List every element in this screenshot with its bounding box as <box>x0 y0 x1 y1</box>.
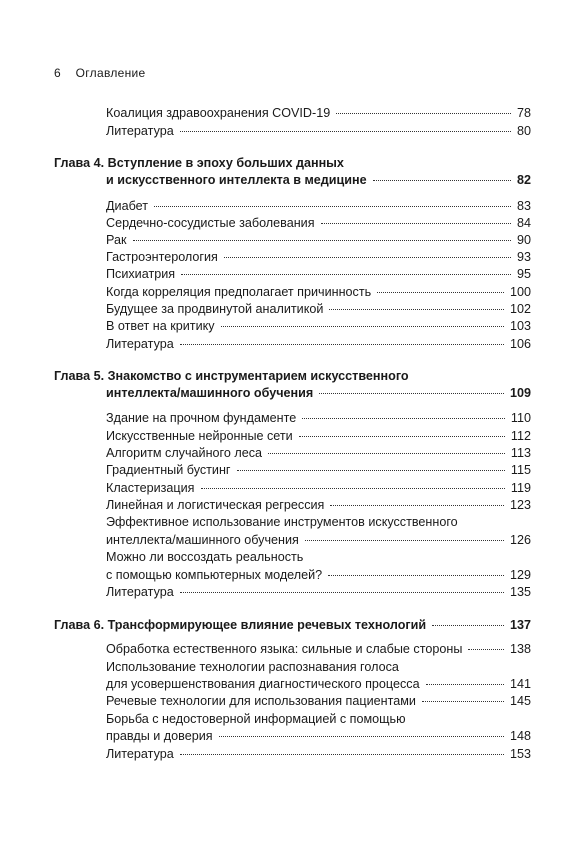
toc-entry-title: Литература <box>106 585 174 599</box>
toc-entry-page: 135 <box>509 585 531 599</box>
chapter-4-heading[interactable] <box>106 172 531 189</box>
toc-entry[interactable] <box>106 249 531 266</box>
toc-entry[interactable] <box>106 336 531 353</box>
dot-leader <box>377 292 504 293</box>
dot-leader <box>299 436 505 437</box>
toc-entry-title: Обработка естественного языка: сильные и слабые стороны <box>106 642 463 656</box>
toc-entry-title-line1[interactable]: Борьба с недостоверной информацией с помощью <box>106 712 406 726</box>
dot-leader <box>373 180 511 181</box>
toc-entry-page: 84 <box>516 216 531 230</box>
chapter-5-title-line2: интеллекта/машинного обучения <box>106 386 314 400</box>
dot-leader <box>180 754 504 755</box>
toc-entry-title-line1[interactable]: Использование технологии распознавания голоса <box>106 660 399 674</box>
toc-entry-page: 145 <box>509 694 531 708</box>
chapter-4-page: 82 <box>516 173 531 187</box>
toc-entry-title: Речевые технологии для использования пациентами <box>106 694 416 708</box>
dot-leader <box>422 701 504 702</box>
toc-entry-title: Коалиция здравоохранения COVID-19 <box>106 106 331 120</box>
toc-entry-page: 102 <box>509 302 531 316</box>
dot-leader <box>180 131 511 132</box>
toc-entry-title: В ответ на критику <box>106 319 215 333</box>
toc-entry[interactable] <box>106 532 531 549</box>
dot-leader <box>181 274 511 275</box>
toc-entry-title: Алгоритм случайного леса <box>106 446 263 460</box>
toc-entry-page: 115 <box>510 463 531 477</box>
toc-entry-title-line1[interactable]: Можно ли воссоздать реальность <box>106 550 304 564</box>
dot-leader <box>328 575 504 576</box>
toc-entry-page: 90 <box>516 233 531 247</box>
dot-leader <box>133 240 511 241</box>
toc-entry-page: 106 <box>509 337 531 351</box>
toc-entry[interactable] <box>106 462 531 479</box>
chapter-5-heading[interactable] <box>106 385 531 402</box>
toc-entry-page: 80 <box>516 124 531 138</box>
chapter-4-title-line2: и искусственного интеллекта в медицине <box>106 173 367 187</box>
toc-entry-title: Будущее за продвинутой аналитикой <box>106 302 324 316</box>
toc-entry-title: Литература <box>106 124 174 138</box>
toc-entry[interactable] <box>106 445 531 462</box>
toc-entry[interactable] <box>106 215 531 232</box>
toc-entry-page: 129 <box>509 568 531 582</box>
toc-entry-page: 83 <box>516 199 531 213</box>
dot-leader <box>219 736 504 737</box>
toc-entry[interactable] <box>106 410 531 427</box>
toc-entry[interactable] <box>106 232 531 249</box>
toc-entry-title: Кластеризация <box>106 481 195 495</box>
toc-entry-title: Литература <box>106 337 174 351</box>
page-number: 6 <box>54 66 61 80</box>
toc-entry[interactable] <box>106 301 531 318</box>
running-head-title: Оглавление <box>75 66 146 80</box>
dot-leader <box>432 625 504 626</box>
dot-leader <box>201 488 505 489</box>
toc-entry[interactable] <box>106 641 531 658</box>
toc-entry-page: 148 <box>509 729 531 743</box>
toc-entry-page: 93 <box>516 250 531 264</box>
toc-entry[interactable] <box>106 123 531 140</box>
toc-entry[interactable] <box>106 584 531 601</box>
dot-leader <box>180 592 504 593</box>
toc-entry[interactable] <box>106 693 531 710</box>
toc-entry[interactable] <box>106 746 531 763</box>
toc-entry[interactable] <box>106 428 531 445</box>
toc-entry-title-line2: с помощью компьютерных моделей? <box>106 568 323 582</box>
toc-entry[interactable] <box>106 480 531 497</box>
toc-entry-title-line2: правды и доверия <box>106 729 213 743</box>
running-head <box>54 66 146 80</box>
chapter-6-heading[interactable] <box>54 617 531 634</box>
toc-entry[interactable] <box>106 497 531 514</box>
toc-entry-title: Здание на прочном фундаменте <box>106 411 297 425</box>
toc-entry-page: 113 <box>510 446 531 460</box>
dot-leader <box>336 113 511 114</box>
dot-leader <box>180 344 504 345</box>
toc-entry-page: 95 <box>516 267 531 281</box>
dot-leader <box>329 309 504 310</box>
toc-entry-page: 110 <box>510 411 531 425</box>
toc-entry-page: 123 <box>509 498 531 512</box>
chapter-4-title-line1[interactable]: Глава 4. Вступление в эпоху больших данных <box>54 156 344 170</box>
toc-entry[interactable] <box>106 105 531 122</box>
toc-entry-title: Линейная и логистическая регрессия <box>106 498 325 512</box>
toc-entry-title-line1[interactable]: Эффективное использование инструментов искусственного <box>106 515 458 529</box>
toc-entry-title: Литература <box>106 747 174 761</box>
toc-entry-title-line2: для усовершенствования диагностического процесса <box>106 677 420 691</box>
toc-entry-page: 126 <box>509 533 531 547</box>
chapter-6-title: Глава 6. Трансформирующее влияние речевых технологий <box>54 618 427 632</box>
dot-leader <box>321 223 511 224</box>
toc-entry-page: 153 <box>509 747 531 761</box>
dot-leader <box>302 418 505 419</box>
toc-entry-title: Градиентный бустинг <box>106 463 231 477</box>
toc-entry[interactable] <box>106 567 531 584</box>
toc-entry[interactable] <box>106 676 531 693</box>
toc-entry[interactable] <box>106 318 531 335</box>
chapter-5-page: 109 <box>509 386 531 400</box>
dot-leader <box>330 505 504 506</box>
dot-leader <box>221 326 504 327</box>
toc-entry-title: Когда корреляция предполагает причинность <box>106 285 372 299</box>
dot-leader <box>154 206 511 207</box>
toc-entry[interactable] <box>106 198 531 215</box>
dot-leader <box>224 257 511 258</box>
dot-leader <box>268 453 505 454</box>
toc-entry-page: 141 <box>509 677 531 691</box>
toc-entry-title: Сердечно-сосудистые заболевания <box>106 216 315 230</box>
toc-entry-page: 78 <box>516 106 531 120</box>
toc-entry-title: Искусственные нейронные сети <box>106 429 293 443</box>
toc-entry-page: 103 <box>509 319 531 333</box>
toc-entry[interactable] <box>106 266 531 283</box>
toc-entry-title-line2: интеллекта/машинного обучения <box>106 533 299 547</box>
toc-entry-page: 100 <box>509 285 531 299</box>
toc-entry-title: Психиатрия <box>106 267 176 281</box>
dot-leader <box>319 393 504 394</box>
toc-entry[interactable] <box>106 284 531 301</box>
toc-entry-title: Гастроэнтерология <box>106 250 218 264</box>
toc-entry-page: 112 <box>510 429 531 443</box>
dot-leader <box>468 649 504 650</box>
chapter-6-page: 137 <box>509 618 531 632</box>
dot-leader <box>426 684 504 685</box>
toc-entry-title: Диабет <box>106 199 148 213</box>
toc-entry-page: 138 <box>509 642 531 656</box>
chapter-5-title-line1[interactable]: Глава 5. Знакомство с инструментарием искусственного <box>54 369 409 383</box>
dot-leader <box>305 540 504 541</box>
toc-entry[interactable] <box>106 728 531 745</box>
toc-entry-title: Рак <box>106 233 127 247</box>
toc-entry-page: 119 <box>510 481 531 495</box>
dot-leader <box>237 470 505 471</box>
